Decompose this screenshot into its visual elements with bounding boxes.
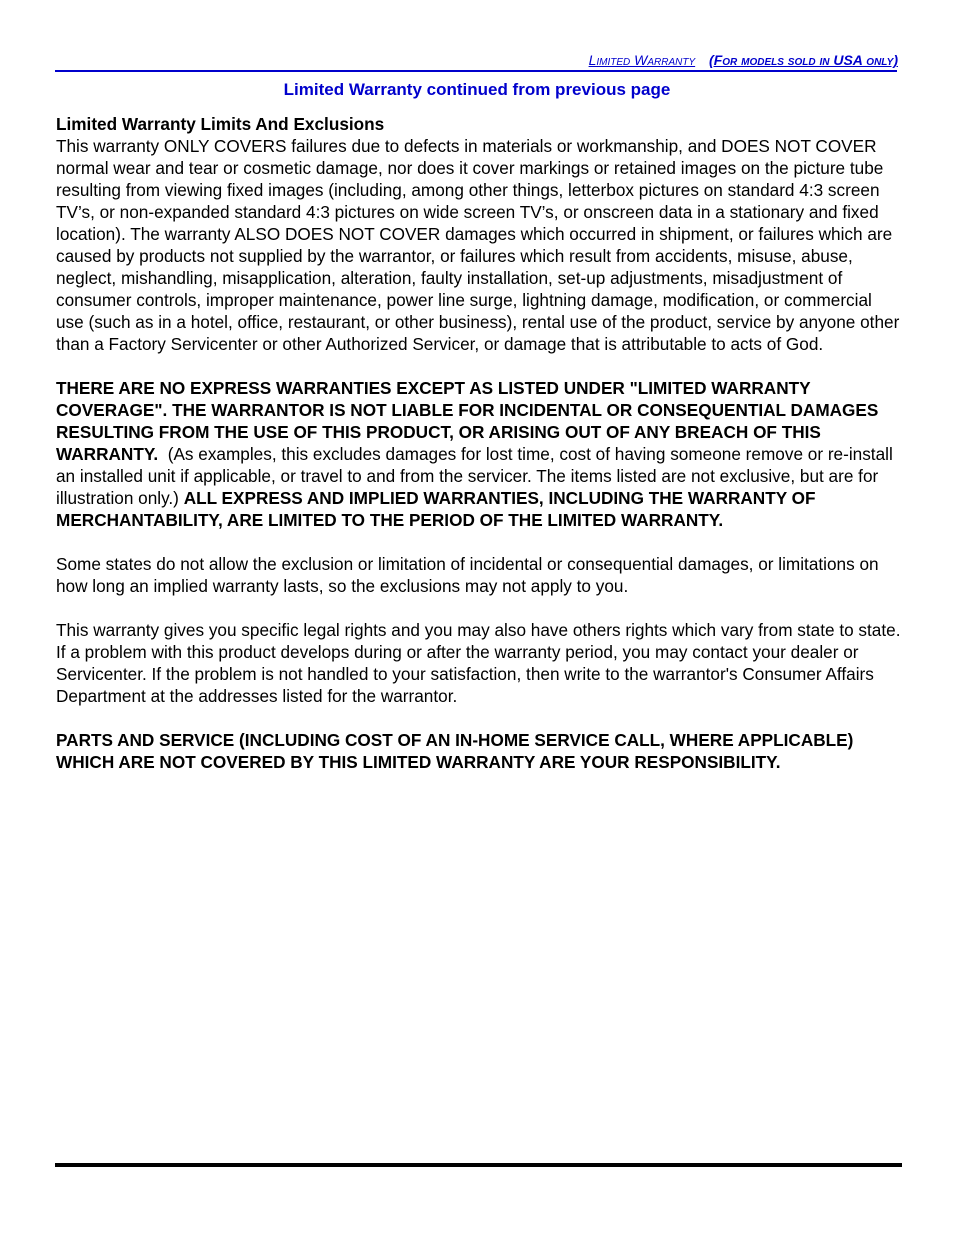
header-rule [55,70,897,72]
footer-rule [55,1163,902,1167]
running-header [589,52,898,68]
header-title: Limited Warranty [588,52,696,68]
paragraph-4: This warranty gives you specific legal rights and you may also have others rights which vary from state to state. If a problem with this product develops during or after the warranty period, you may contact your dealer or Servicenter. If the problem is not handled to your satisfaction, then write to the warrantor's Consumer Affairs Department at the addresses listed for the warrantor. [56,620,901,706]
section-title: Limited Warranty Limits And Exclusions [56,114,385,134]
paragraph-2 [56,377,901,531]
paragraph-2-bold-1: THERE ARE NO EXPRESS WARRANTIES EXCEPT AS LISTED UNDER "LIMITED WARRANTY COVERAGE". THE WARRANTOR IS NOT LIABLE FOR INCIDENTAL OR CONSEQUENTIAL DAMAGES RESULTING FROM THE USE OF THIS PRODUCT, OR ARISING OUT OF ANY BREACH OF THIS WARRANTY. [56,378,879,464]
paragraph-5: PARTS AND SERVICE (INCLUDING COST OF AN IN-HOME SERVICE CALL, WHERE APPLICABLE) WHICH ARE NOT COVERED BY THIS LIMITED WARRANTY ARE YOUR RESPONSIBILITY. [56,730,854,772]
paragraph-2-text: (As examples, this excludes damages for lost time, cost of having someone remove or re-install an installed unit if applicable, or travel to and from the servicer. The items listed are not exclusive, but are for illustration only.) [56,444,898,508]
paragraph-1 [56,113,901,355]
continued-note: Limited Warranty continued from previous page [283,80,671,99]
paragraph-3: Some states do not allow the exclusion or limitation of incidental or consequential damages, or limitations on how long an implied warranty lasts, so the exclusions may not apply to you. [56,554,879,596]
paragraph-1-text: This warranty ONLY COVERS failures due to defects in materials or workmanship, and DOES NOT COVER normal wear and tear or cosmetic damage, nor does it cover markings or retained images on the picture tube resulting from viewing fixed images (including, among other things, letterbox pictures on standard 4:3 screen TV’s, or non-expanded standard 4:3 pictures on wide screen TV’s, or onscreen data in a stationary and fixed location). The warranty ALSO DOES NOT COVER damages which occurred in shipment, or failures which are caused by products not supplied by the warrantor, or failures which result from accidents, misuse, abuse, neglect, mishandling, misapplication, alteration, faulty installation, set-up adjustments, misadjustment of consumer controls, improper maintenance, power line surge, lightning damage, modification, or commercial use (such as in a hotel, office, restaurant, or other business), rental use of the product, service by anyone other than a Factory Servicenter or other Authorized Servicer, or damage that is attributable to acts of God. [56,136,900,354]
document-body [56,113,901,795]
header-model-note: (For models sold in USA only) [709,52,898,68]
paragraph-2-bold-2: ALL EXPRESS AND IMPLIED WARRANTIES, INCLUDING THE WARRANTY OF MERCHANTABILITY, ARE LIMITED TO THE PERIOD OF THE LIMITED WARRANTY. [56,488,816,530]
